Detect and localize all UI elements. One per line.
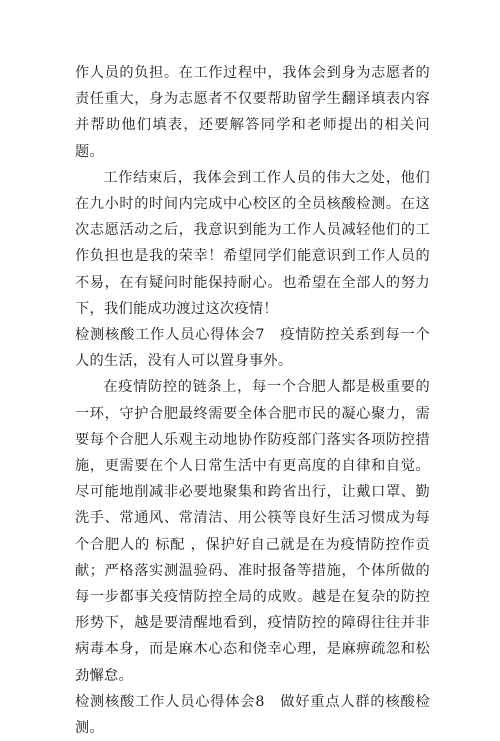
section-heading-7: 检测核酸工作人员心得体会7 疫情防控关系到每一个人的生活，没有人可以置身事外。 bbox=[75, 327, 430, 370]
paragraph-continuation: 作人员的负担。在工作过程中，我体会到身为志愿者的责任重大，身为志愿者不仅要帮助留学生翻译填表内容并帮助他们填表，还要解答同学和老师提出的相关问题。 bbox=[75, 65, 430, 160]
section-heading-8: 检测核酸工作人员心得体会8 做好重点人群的核酸检测。 bbox=[75, 693, 430, 737]
paragraph-epidemic-prevention: 在疫情防控的链条上，每一个合肥人都是极重要的一环，守护合肥最终需要全体合肥市民的凝心聚力，需要每个合肥人乐观主动地协作防疫部门落实各项防控措施，更需要在个人日常生活中有更高度的自律和自觉。尽可能地削减非必要地聚集和跨省出行，让戴口罩、勤洗手、常通风、常清洁、用公筷等良好生活习惯成为每个合肥人的 标配 ，保护好自己就是在为疫情防控作贡献；严格落实测温验码、准时报备等措施，个体所做的每一步都事关疫情防控全局的成败。越是在复杂的防控形势下，越是要清醒地看到，疫情防控的障碍往往并非病毒本身，而是麻木心态和侥幸心理，是麻痹疏忽和松劲懈怠。 bbox=[75, 379, 430, 684]
document-page bbox=[75, 60, 430, 741]
paragraph-reflection: 工作结束后，我体会到工作人员的伟大之处，他们在九小时的时间内完成中心校区的全员核酸检测。在这次志愿活动之后，我意识到能为工作人员减轻他们的工作负担也是我的荣幸！希望同学们能意识到工作人员的不易，在有疑问时能保持耐心。也希望在全部人的努力下，我们能成功渡过这次疫情！ bbox=[75, 169, 430, 317]
